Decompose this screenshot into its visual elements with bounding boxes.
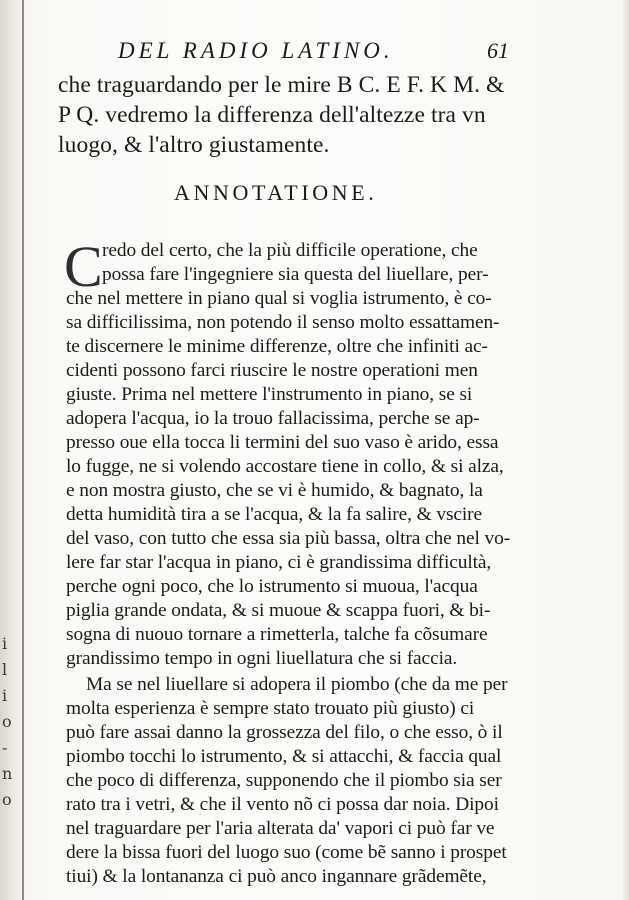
body-line: adopera l'acqua, io la trouo fallacissima, perche se ap- xyxy=(66,408,480,429)
body-line: tiui) & la lontananza ci può anco ingannare grãdemẽte, xyxy=(66,866,487,887)
body-line: piombo tocchi lo istrumento, & si attacchi, & faccia qual xyxy=(66,746,502,767)
body-line: te discernere le minime differenze, oltre che infiniti ac- xyxy=(66,336,488,357)
page-edge xyxy=(623,0,629,900)
body-line: lere far star l'acqua in piano, ci è grandissima difficultà, xyxy=(66,552,492,573)
margin-bleed-letter: n xyxy=(2,764,13,783)
body-line: cidenti possono farci riuscire le nostre operationi men xyxy=(66,360,478,381)
body-line: sa difficilissima, non potendo il senso molto essattamen- xyxy=(66,312,500,333)
body-line: sogna di nuouo tornare a rimetterla, talche fa cõsumare xyxy=(66,624,488,645)
continuation-line: che traguardando per le mire B C. E F. K M. & xyxy=(58,72,505,98)
body-line: molta esperienza è sempre stato trouato più giusto) ci xyxy=(66,698,475,719)
drop-cap-letter: C xyxy=(64,234,103,299)
body-line: nel traguardare per l'aria alterata da' vapori ci può far ve xyxy=(66,818,495,839)
body-line: piglia grande ondata, & si muoue & scappa fuori, & bi- xyxy=(66,600,491,621)
body-line: del vaso, con tutto che essa sia più bassa, oltra che nel vo- xyxy=(66,528,511,549)
margin-bleed-letter: o xyxy=(2,790,12,809)
body-line: presso oue ella tocca li termini del suo vaso è arido, essa xyxy=(66,432,499,453)
body-line: giuste. Prima nel mettere l'instrumento in piano, se si xyxy=(66,384,473,405)
margin-bleed-letter: o xyxy=(2,712,12,731)
continuation-line: P Q. vedremo la differenza dell'altezze tra vn xyxy=(58,102,486,128)
body-line: rato tra i vetri, & che il vento nõ ci possa dar noia. Dipoi xyxy=(66,794,499,815)
body-line: possa fare l'ingegniere sia questa del liuellare, per- xyxy=(102,264,489,285)
body-line: grandissimo tempo in ogni liuellatura che si faccia. xyxy=(66,648,458,669)
body-line: dere la bissa fuori del luogo suo (come bẽ sanno i prospet xyxy=(66,842,507,863)
body-line: Ma se nel liuellare si adopera il piombo (che da me per xyxy=(86,674,508,695)
body-line: perche ogni poco, che lo istrumento si muoua, l'acqua xyxy=(66,576,478,597)
body-line: detta humidità tira a se l'acqua, & la fa salire, & vscire xyxy=(66,504,483,525)
section-heading: ANNOTATIONE. xyxy=(174,180,378,205)
running-head-title: DEL RADIO LATINO. xyxy=(118,38,394,63)
gutter-rule xyxy=(22,0,24,900)
body-line: che poco di differenza, supponendo che il piombo sia ser xyxy=(66,770,502,791)
page-number: 61 xyxy=(487,38,509,63)
body-line: che nel mettere in piano qual si voglia istrumento, è co- xyxy=(66,288,492,309)
body-line: e non mostra giusto, che se vi è humido, & bagnato, la xyxy=(66,480,483,501)
margin-bleed-letter: l xyxy=(2,660,8,679)
margin-bleed-letter: - xyxy=(2,738,8,757)
margin-bleed-letter: i xyxy=(2,634,8,653)
body-line: lo fugge, ne si volendo accostare tiene in collo, & si alza, xyxy=(66,456,504,477)
body-line: redo del certo, che la più difficile operatione, che xyxy=(102,240,478,261)
margin-bleed-letter: i xyxy=(2,686,8,705)
body-line: può fare assai danno la grossezza del filo, o che esso, ò il xyxy=(66,722,503,743)
continuation-line: luogo, & l'altro giustamente. xyxy=(58,132,330,158)
